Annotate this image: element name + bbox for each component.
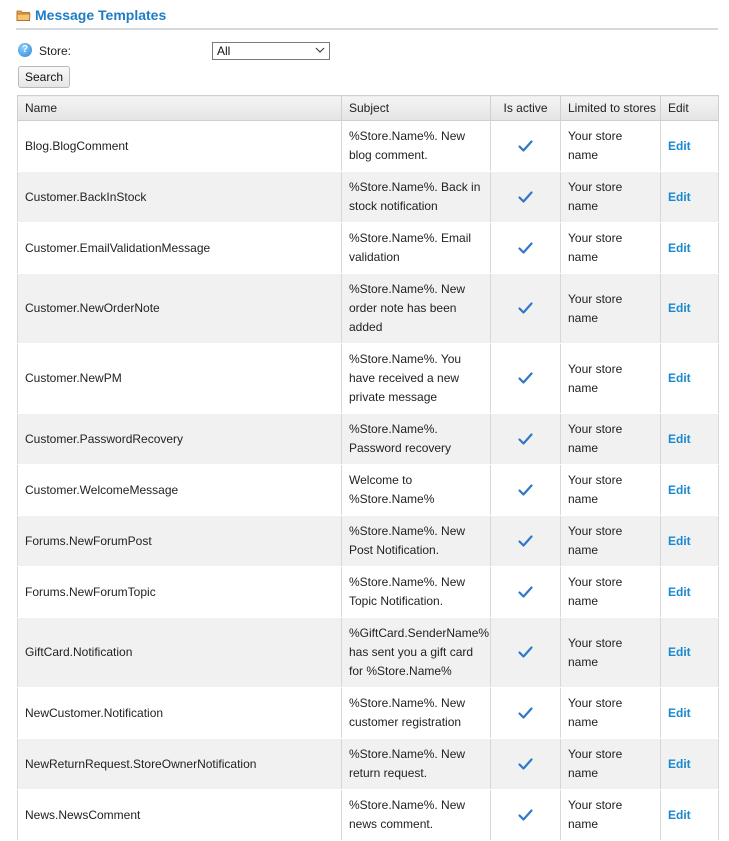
template-name-cell: Customer.WelcomeMessage xyxy=(18,465,342,516)
edit-cell xyxy=(661,172,719,223)
is-active-cell xyxy=(491,618,561,688)
is-active-cell xyxy=(491,414,561,465)
template-name-cell: Blog.BlogComment xyxy=(18,121,342,172)
template-subject-cell: %Store.Name%. New blog comment. xyxy=(342,121,491,172)
column-header-limited-to-stores[interactable]: Limited to stores xyxy=(561,96,661,121)
checkmark-icon xyxy=(518,707,533,720)
edit-link[interactable]: Edit xyxy=(668,301,691,315)
edit-cell xyxy=(661,688,719,739)
template-subject-cell: %Store.Name%. You have received a new private message xyxy=(342,344,491,414)
template-name-cell: NewCustomer.Notification xyxy=(18,688,342,739)
template-subject-cell: %Store.Name%. Password recovery xyxy=(342,414,491,465)
edit-cell xyxy=(661,465,719,516)
edit-link[interactable]: Edit xyxy=(668,431,691,446)
edit-cell xyxy=(661,121,719,172)
column-header-is-active[interactable]: Is active xyxy=(491,96,561,121)
limited-to-stores-cell: Your store name xyxy=(561,516,661,567)
store-select-value: All xyxy=(217,44,231,58)
edit-cell xyxy=(661,516,719,567)
template-subject-cell: %Store.Name%. New Post Notification. xyxy=(342,516,491,567)
limited-to-stores-cell: Your store name xyxy=(561,414,661,465)
table-row xyxy=(18,688,719,739)
template-name-cell: Forums.NewForumTopic xyxy=(18,567,342,618)
template-subject-cell: Welcome to %Store.Name% xyxy=(342,465,491,516)
edit-cell xyxy=(661,739,719,790)
edit-cell xyxy=(661,618,719,688)
template-name-cell: Customer.EmailValidationMessage xyxy=(18,223,342,274)
edit-cell xyxy=(661,223,719,274)
edit-link[interactable]: Edit xyxy=(668,584,691,599)
table-row xyxy=(18,739,719,790)
template-name-cell: NewReturnRequest.StoreOwnerNotification xyxy=(18,739,342,790)
template-subject-cell: %Store.Name%. New customer registration xyxy=(342,688,491,739)
edit-link[interactable]: Edit xyxy=(668,371,691,385)
store-select[interactable] xyxy=(212,42,330,60)
checkmark-icon xyxy=(518,646,533,659)
search-button[interactable]: Search xyxy=(18,66,70,88)
is-active-cell xyxy=(491,465,561,516)
table-row xyxy=(18,223,719,274)
template-name-cell: Forums.NewForumPost xyxy=(18,516,342,567)
table-row xyxy=(18,121,719,172)
folder-icon xyxy=(16,8,31,22)
template-name-cell: GiftCard.Notification xyxy=(18,618,342,688)
table-row xyxy=(18,172,719,223)
template-subject-cell: %Store.Name%. New Topic Notification. xyxy=(342,567,491,618)
store-label: Store: xyxy=(39,44,72,58)
limited-to-stores-cell: Your store name xyxy=(561,465,661,516)
template-subject-cell: %Store.Name%. Email validation xyxy=(342,223,491,274)
template-name-cell: Customer.NewOrderNote xyxy=(18,274,342,344)
template-name-cell: Customer.BackInStock xyxy=(18,172,342,223)
template-name-cell: Customer.NewPM xyxy=(18,344,342,414)
column-header-edit: Edit xyxy=(661,96,719,121)
column-header-name[interactable]: Name xyxy=(18,96,342,121)
limited-to-stores-cell: Your store name xyxy=(561,344,661,414)
checkmark-icon xyxy=(518,191,533,204)
limited-to-stores-cell: Your store name xyxy=(561,121,661,172)
edit-link[interactable]: Edit xyxy=(668,645,691,659)
template-subject-cell: %Store.Name%. Back in stock notification xyxy=(342,172,491,223)
checkmark-icon xyxy=(518,140,533,153)
edit-link[interactable]: Edit xyxy=(668,482,691,497)
template-name-cell: News.NewsComment xyxy=(18,790,342,841)
table-header-row xyxy=(18,96,719,121)
template-subject-cell: %Store.Name%. New news comment. xyxy=(342,790,491,841)
column-header-subject[interactable]: Subject xyxy=(342,96,491,121)
edit-link[interactable]: Edit xyxy=(668,138,691,153)
limited-to-stores-cell: Your store name xyxy=(561,790,661,841)
checkmark-icon xyxy=(518,433,533,446)
edit-link[interactable]: Edit xyxy=(668,705,691,720)
edit-cell xyxy=(661,790,719,841)
checkmark-icon xyxy=(518,535,533,548)
limited-to-stores-cell: Your store name xyxy=(561,274,661,344)
edit-link[interactable]: Edit xyxy=(668,189,691,204)
template-name-cell: Customer.PasswordRecovery xyxy=(18,414,342,465)
is-active-cell xyxy=(491,516,561,567)
edit-cell xyxy=(661,414,719,465)
limited-to-stores-cell: Your store name xyxy=(561,172,661,223)
is-active-cell xyxy=(491,274,561,344)
table-row xyxy=(18,790,719,841)
checkmark-icon xyxy=(518,372,533,385)
checkmark-icon xyxy=(518,484,533,497)
is-active-cell xyxy=(491,121,561,172)
limited-to-stores-cell: Your store name xyxy=(561,739,661,790)
checkmark-icon xyxy=(518,758,533,771)
template-subject-cell: %Store.Name%. New return request. xyxy=(342,739,491,790)
page-title: Message Templates xyxy=(35,7,167,23)
help-icon[interactable]: ? xyxy=(18,43,32,57)
checkmark-icon xyxy=(518,242,533,255)
is-active-cell xyxy=(491,790,561,841)
limited-to-stores-cell: Your store name xyxy=(561,688,661,739)
table-row xyxy=(18,567,719,618)
template-subject-cell: %Store.Name%. New order note has been added xyxy=(342,274,491,344)
checkmark-icon xyxy=(518,302,533,315)
edit-link[interactable]: Edit xyxy=(668,756,691,771)
table-row xyxy=(18,344,719,414)
edit-cell xyxy=(661,274,719,344)
table-row xyxy=(18,274,719,344)
is-active-cell xyxy=(491,172,561,223)
checkmark-icon xyxy=(518,809,533,822)
table-body xyxy=(18,121,719,841)
template-subject-cell: %GiftCard.SenderName% has sent you a gift card for %Store.Name% xyxy=(342,618,491,688)
is-active-cell xyxy=(491,739,561,790)
limited-to-stores-cell: Your store name xyxy=(561,223,661,274)
is-active-cell xyxy=(491,688,561,739)
edit-link[interactable]: Edit xyxy=(668,240,691,255)
is-active-cell xyxy=(491,567,561,618)
table-row xyxy=(18,618,719,688)
edit-cell xyxy=(661,567,719,618)
templates-table xyxy=(17,95,719,841)
page-header xyxy=(16,6,718,30)
table-row xyxy=(18,516,719,567)
is-active-cell xyxy=(491,344,561,414)
checkmark-icon xyxy=(518,586,533,599)
table-row xyxy=(18,465,719,516)
is-active-cell xyxy=(491,223,561,274)
edit-link[interactable]: Edit xyxy=(668,533,691,548)
store-filter xyxy=(18,42,338,62)
limited-to-stores-cell: Your store name xyxy=(561,618,661,688)
edit-link[interactable]: Edit xyxy=(668,807,691,822)
limited-to-stores-cell: Your store name xyxy=(561,567,661,618)
table-row xyxy=(18,414,719,465)
edit-cell xyxy=(661,344,719,414)
chevron-down-icon xyxy=(315,45,325,55)
